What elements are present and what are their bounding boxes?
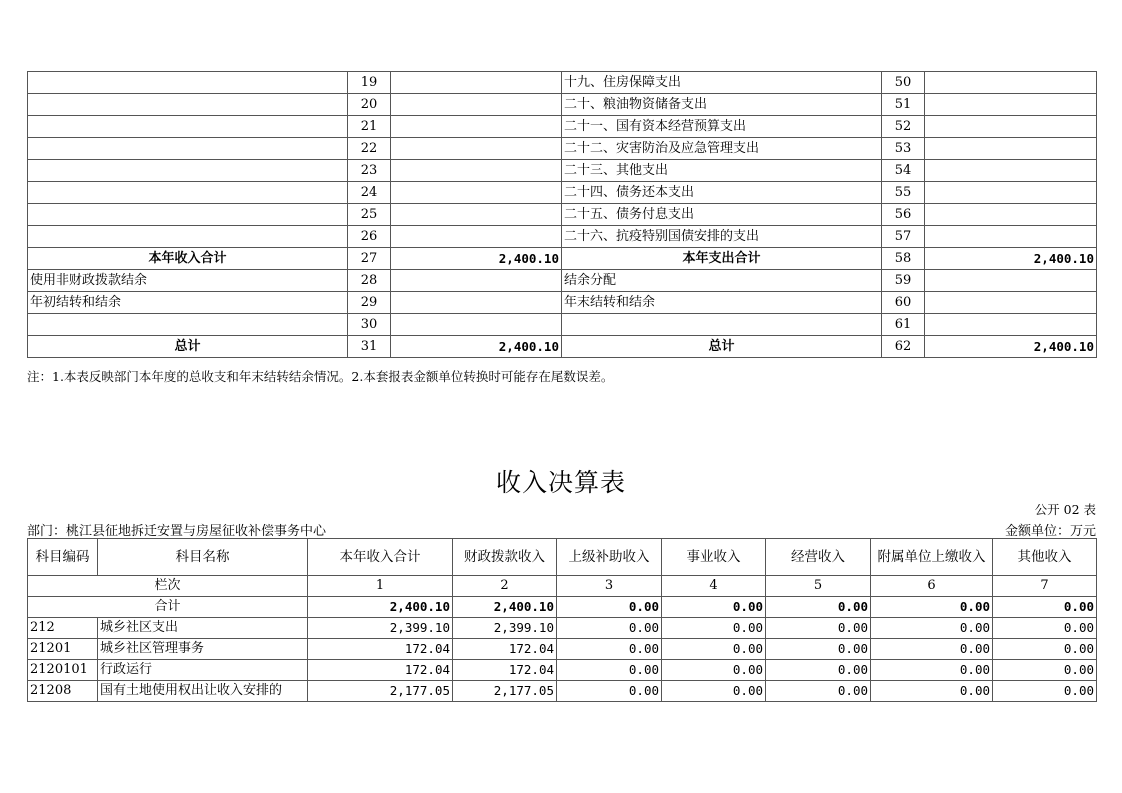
row-amount-left (391, 72, 562, 94)
row-amount-right (925, 182, 1097, 204)
row-amount-right (925, 72, 1097, 94)
row-label-right: 年末结转和结余 (562, 292, 882, 314)
row-number-right: 55 (882, 182, 925, 204)
row-amount-right (925, 160, 1097, 182)
header-cell: 本年收入合计 (308, 539, 453, 576)
table-row (28, 660, 1097, 681)
row-number-right: 58 (882, 248, 925, 270)
amount-cell: 0.00 (662, 660, 766, 681)
amount-cell: 0.00 (557, 660, 662, 681)
column-number: 5 (766, 576, 871, 597)
total-value: 0.00 (662, 597, 766, 618)
amount-unit-label: 金额单位：万元 (1004, 524, 1096, 539)
account-name: 国有土地使用权出让收入安排的 (98, 681, 308, 702)
row-number-right: 57 (882, 226, 925, 248)
table-note: 注：1.本表反映部门本年度的总收支和年末结转结余情况。2.本套报表金额单位转换时可能存在尾数误差。 (27, 369, 614, 384)
row-number-left: 26 (348, 226, 391, 248)
row-amount-left: 2,400.10 (391, 336, 562, 358)
account-code: 21208 (28, 681, 98, 702)
row-label-right: 二十六、抗疫特别国债安排的支出 (562, 226, 882, 248)
row-amount-right (925, 94, 1097, 116)
amount-cell: 172.04 (308, 639, 453, 660)
row-label-right: 十九、住房保障支出 (562, 72, 882, 94)
total-value: 2,400.10 (308, 597, 453, 618)
header-cell: 经营收入 (766, 539, 871, 576)
row-label-right: 结余分配 (562, 270, 882, 292)
total-value: 2,400.10 (453, 597, 557, 618)
row-amount-right: 2,400.10 (925, 248, 1097, 270)
total-value: 0.00 (766, 597, 871, 618)
amount-cell: 172.04 (453, 639, 557, 660)
row-number-right: 60 (882, 292, 925, 314)
amount-cell: 2,399.10 (308, 618, 453, 639)
amount-cell: 2,177.05 (453, 681, 557, 702)
amount-cell: 172.04 (453, 660, 557, 681)
table-row (28, 639, 1097, 660)
table-row (28, 204, 1097, 226)
amount-cell: 0.00 (871, 660, 993, 681)
table-row (28, 116, 1097, 138)
row-label-left: 年初结转和结余 (28, 292, 348, 314)
row-number-right: 50 (882, 72, 925, 94)
amount-cell: 2,399.10 (453, 618, 557, 639)
row-amount-right (925, 292, 1097, 314)
column-number: 7 (993, 576, 1097, 597)
row-label-left (28, 204, 348, 226)
amount-cell: 0.00 (871, 639, 993, 660)
row-number-left: 22 (348, 138, 391, 160)
row-label-left: 总计 (28, 336, 348, 358)
header-row (28, 539, 1097, 576)
table-row (28, 160, 1097, 182)
column-number: 1 (308, 576, 453, 597)
amount-cell: 0.00 (557, 618, 662, 639)
column-number: 2 (453, 576, 557, 597)
header-cell: 财政拨款收入 (453, 539, 557, 576)
row-amount-right (925, 138, 1097, 160)
header-cell: 上级补助收入 (557, 539, 662, 576)
row-amount-left (391, 292, 562, 314)
income-expenditure-summary-table (27, 71, 1097, 358)
row-number-right: 52 (882, 116, 925, 138)
row-number-left: 31 (348, 336, 391, 358)
account-name: 城乡社区支出 (98, 618, 308, 639)
header-cell: 其他收入 (993, 539, 1097, 576)
row-number-right: 62 (882, 336, 925, 358)
department-label: 部门：桃江县征地拆迁安置与房屋征收补偿事务中心 (27, 524, 327, 539)
row-amount-left (391, 138, 562, 160)
account-name: 行政运行 (98, 660, 308, 681)
row-label-left: 本年收入合计 (28, 248, 348, 270)
table-row (28, 681, 1097, 702)
row-number-left: 29 (348, 292, 391, 314)
row-label-right: 二十二、灾害防治及应急管理支出 (562, 138, 882, 160)
table-row (28, 138, 1097, 160)
table-row (28, 336, 1097, 358)
total-value: 0.00 (871, 597, 993, 618)
row-number-left: 23 (348, 160, 391, 182)
row-label-left (28, 226, 348, 248)
row-label-left: 使用非财政拨款结余 (28, 270, 348, 292)
table-row (28, 314, 1097, 336)
row-label-left (28, 94, 348, 116)
row-label-right: 二十、粮油物资储备支出 (562, 94, 882, 116)
amount-cell: 0.00 (993, 660, 1097, 681)
row-number-right: 61 (882, 314, 925, 336)
row-number-left: 30 (348, 314, 391, 336)
row-label-right: 总计 (562, 336, 882, 358)
amount-cell: 0.00 (662, 681, 766, 702)
total-value: 0.00 (557, 597, 662, 618)
row-number-left: 25 (348, 204, 391, 226)
row-amount-right (925, 314, 1097, 336)
row-amount-right (925, 204, 1097, 226)
amount-cell: 0.00 (871, 618, 993, 639)
row-amount-left (391, 270, 562, 292)
row-label-right: 二十四、债务还本支出 (562, 182, 882, 204)
income-final-accounts-table (27, 538, 1097, 702)
column-number-row (28, 576, 1097, 597)
amount-cell: 0.00 (766, 681, 871, 702)
amount-cell: 0.00 (662, 639, 766, 660)
row-amount-right (925, 116, 1097, 138)
table-row (28, 270, 1097, 292)
row-number-left: 21 (348, 116, 391, 138)
amount-cell: 0.00 (993, 618, 1097, 639)
row-label-left (28, 314, 348, 336)
row-number-right: 53 (882, 138, 925, 160)
row-amount-left (391, 94, 562, 116)
table-row (28, 182, 1097, 204)
row-number-right: 54 (882, 160, 925, 182)
row-label-right: 二十一、国有资本经营预算支出 (562, 116, 882, 138)
row-number-right: 56 (882, 204, 925, 226)
row-label-right (562, 314, 882, 336)
total-row (28, 597, 1097, 618)
table-row (28, 248, 1097, 270)
row-label-right: 本年支出合计 (562, 248, 882, 270)
row-label-left (28, 160, 348, 182)
account-code: 21201 (28, 639, 98, 660)
amount-cell: 0.00 (662, 618, 766, 639)
amount-cell: 0.00 (766, 618, 871, 639)
table-row (28, 226, 1097, 248)
amount-cell: 0.00 (557, 639, 662, 660)
row-label-right: 二十五、债务付息支出 (562, 204, 882, 226)
total-label: 合计 (28, 597, 308, 618)
row-amount-right: 2,400.10 (925, 336, 1097, 358)
table-row (28, 94, 1097, 116)
row-amount-left (391, 314, 562, 336)
amount-cell: 0.00 (871, 681, 993, 702)
account-code: 2120101 (28, 660, 98, 681)
column-number: 6 (871, 576, 993, 597)
row-label-left (28, 116, 348, 138)
column-number: 3 (557, 576, 662, 597)
row-number-left: 24 (348, 182, 391, 204)
row-amount-left (391, 182, 562, 204)
row-number-left: 27 (348, 248, 391, 270)
column-number: 4 (662, 576, 766, 597)
row-number-left: 19 (348, 72, 391, 94)
row-amount-left (391, 160, 562, 182)
header-cell: 科目编码 (28, 539, 98, 576)
page-title: 收入决算表 (495, 468, 626, 497)
row-label-left (28, 72, 348, 94)
table-row (28, 618, 1097, 639)
amount-cell: 0.00 (993, 681, 1097, 702)
row-label-right: 二十三、其他支出 (562, 160, 882, 182)
row-number-right: 59 (882, 270, 925, 292)
amount-cell: 0.00 (766, 639, 871, 660)
row-number-right: 51 (882, 94, 925, 116)
row-label-left (28, 138, 348, 160)
amount-cell: 0.00 (557, 681, 662, 702)
row-amount-left (391, 226, 562, 248)
amount-cell: 0.00 (766, 660, 871, 681)
row-amount-right (925, 226, 1097, 248)
header-cell: 科目名称 (98, 539, 308, 576)
amount-cell: 0.00 (993, 639, 1097, 660)
row-amount-left (391, 116, 562, 138)
table-row (28, 72, 1097, 94)
total-value: 0.00 (993, 597, 1097, 618)
table-row (28, 292, 1097, 314)
row-amount-right (925, 270, 1097, 292)
table-number: 公开 02 表 (1034, 502, 1096, 517)
account-code: 212 (28, 618, 98, 639)
account-name: 城乡社区管理事务 (98, 639, 308, 660)
header-cell: 事业收入 (662, 539, 766, 576)
column-number-label: 栏次 (28, 576, 308, 597)
amount-cell: 172.04 (308, 660, 453, 681)
row-number-left: 20 (348, 94, 391, 116)
row-amount-left: 2,400.10 (391, 248, 562, 270)
row-amount-left (391, 204, 562, 226)
amount-cell: 2,177.05 (308, 681, 453, 702)
row-number-left: 28 (348, 270, 391, 292)
header-cell: 附属单位上缴收入 (871, 539, 993, 576)
row-label-left (28, 182, 348, 204)
